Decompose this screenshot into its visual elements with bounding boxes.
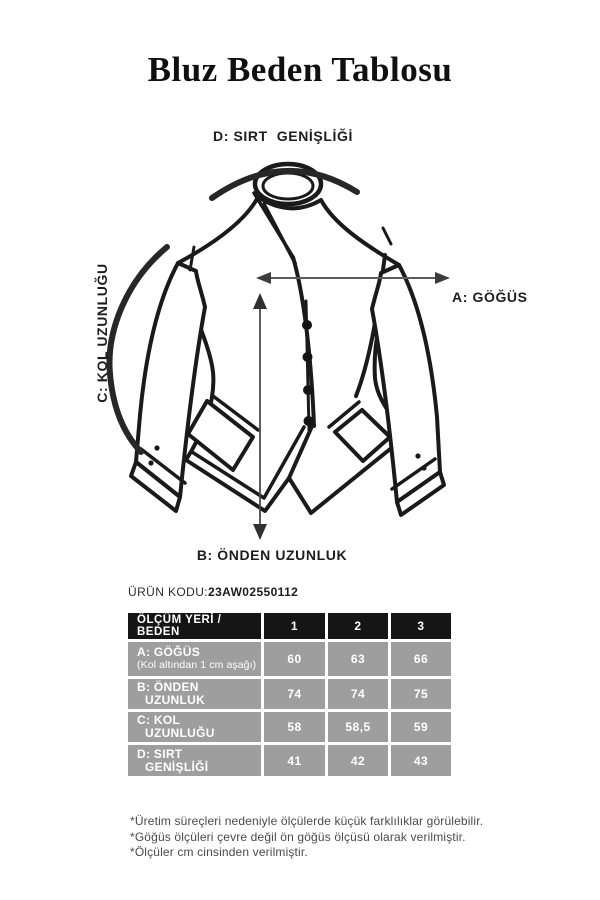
table-row-label: C: KOL UZUNLUĞU — [128, 712, 261, 742]
table-cell: 74 — [264, 679, 325, 709]
table-cell: 58 — [264, 712, 325, 742]
sleeve-length-label: C: KOL UZUNLUĞU — [94, 263, 110, 403]
chest-arrow-head-right — [435, 272, 450, 284]
table-cell: 41 — [264, 745, 325, 776]
footnote-line: *Göğüs ölçüleri çevre değil ön göğüs ölçüsü olarak verilmiştir. — [130, 829, 466, 844]
chest-label: A: GÖĞÜS — [452, 289, 528, 305]
table-cell: 63 — [328, 642, 388, 676]
right-shoulder-seam — [383, 228, 391, 244]
footnote-line: *Üretim süreçleri nedeniyle ölçülerde küçük farklılıklar görülebilir. — [130, 814, 484, 828]
product-code — [128, 585, 298, 599]
table-row-label: A: GÖĞÜS (Kol altından 1 cm aşağı) — [128, 642, 261, 676]
table-header-size-2: 2 — [328, 613, 388, 639]
table-header-size-3: 3 — [391, 613, 451, 639]
right-sleeve — [372, 265, 440, 502]
table-row-label: B: ÖNDEN UZUNLUK — [128, 679, 261, 709]
front-length-label: B: ÖNDEN UZUNLUK — [196, 547, 348, 563]
table-cell: 66 — [391, 642, 451, 676]
table-cell: 42 — [328, 745, 388, 776]
table-header-measure: ÖLÇÜM YERİ / BEDEN — [128, 613, 261, 639]
table-cell: 43 — [391, 745, 451, 776]
table-cell: 75 — [391, 679, 451, 709]
footnotes — [130, 814, 483, 861]
footnote-line: *Ölçüler cm cinsinden verilmiştir. — [130, 845, 308, 859]
product-code-value: 23AW02550112 — [208, 585, 299, 599]
back-width-label: D: SIRT GENİŞLİĞİ — [213, 128, 353, 144]
table-cell: 60 — [264, 642, 325, 676]
page-title: Bluz Beden Tablosu — [147, 50, 453, 89]
size-table — [128, 613, 451, 776]
product-code-label: ÜRÜN KODU: — [128, 585, 209, 599]
table-cell: 74 — [328, 679, 388, 709]
table-cell: 59 — [391, 712, 451, 742]
length-arrow-head-bottom — [253, 524, 267, 540]
table-row-label: D: SIRT GENİŞLİĞİ — [128, 745, 261, 776]
table-cell: 58,5 — [328, 712, 388, 742]
table-header-size-1: 1 — [264, 613, 325, 639]
